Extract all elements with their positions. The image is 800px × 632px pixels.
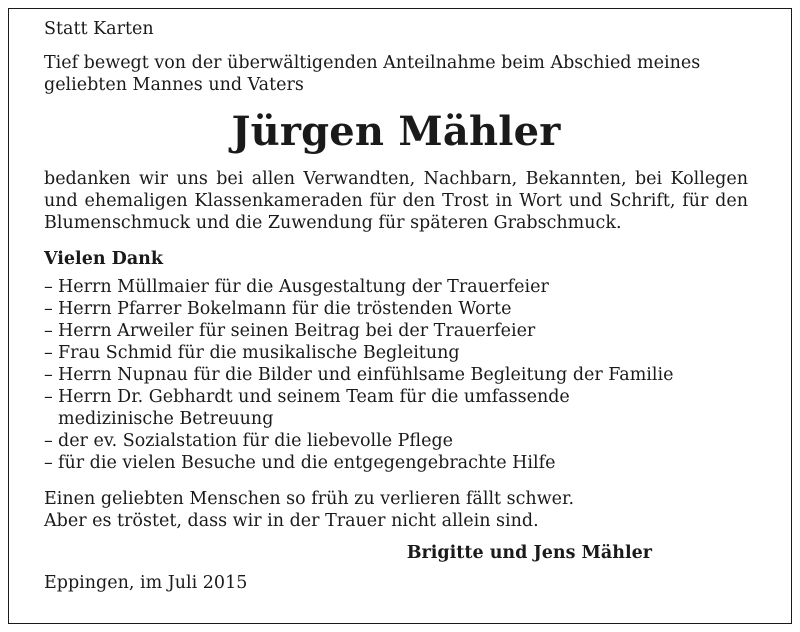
list-item xyxy=(44,320,748,342)
intro-line: geliebten Mannes und Vaters xyxy=(44,75,304,95)
notice-content xyxy=(44,18,748,564)
list-item-text: für die vielen Besuche und die entgegengebrachte Hilfe xyxy=(58,453,556,473)
closing-line: Einen geliebten Menschen so früh zu verlieren fällt schwer. xyxy=(44,489,575,509)
list-dash: – xyxy=(44,321,53,341)
list-item xyxy=(44,386,748,430)
list-item xyxy=(44,276,748,298)
closing-line: Aber es tröstet, dass wir in der Trauer nicht allein sind. xyxy=(44,511,539,531)
list-item-text: Herrn Nupnau für die Bilder und einfühlsame Begleitung der Familie xyxy=(58,365,674,385)
list-item xyxy=(44,298,748,320)
thanks-line: und ehemaligen Klassenkameraden für den Trost in Wort und Schrift, für den xyxy=(44,191,748,211)
list-dash: – xyxy=(44,277,53,297)
thanks-paragraph xyxy=(44,168,748,234)
list-item-continuation: medizinische Betreuung xyxy=(58,409,274,429)
intro-line: Tief bewegt von der überwältigenden Anteilnahme beim Abschied meines xyxy=(44,53,701,73)
spacer xyxy=(44,532,748,542)
list-dash: – xyxy=(44,365,53,385)
list-item xyxy=(44,342,748,364)
place-date: Eppingen, im Juli 2015 xyxy=(44,573,248,593)
list-dash: – xyxy=(44,343,53,363)
list-item-text: Herrn Pfarrer Bokelmann für die tröstenden Worte xyxy=(58,299,512,319)
signature: Brigitte und Jens Mähler xyxy=(406,543,652,563)
list-dash: – xyxy=(44,431,53,451)
list-item-text: Frau Schmid für die musikalische Begleitung xyxy=(58,343,460,363)
thanks-line: bedanken wir uns bei allen Verwandten, Nachbarn, Bekannten, bei Kollegen xyxy=(44,169,748,189)
deceased-name: Jürgen Mähler xyxy=(231,108,561,155)
spacer xyxy=(44,40,748,52)
list-dash: – xyxy=(44,453,53,473)
list-item xyxy=(44,452,748,474)
list-item xyxy=(44,364,748,386)
list-dash: – xyxy=(44,387,53,407)
spacer xyxy=(44,474,748,488)
list-item xyxy=(44,430,748,452)
thanks-line: Blumenschmuck und die Zuwendung für späteren Grabschmuck. xyxy=(44,213,622,233)
list-dash: – xyxy=(44,299,53,319)
list-heading: Vielen Dank xyxy=(44,249,164,269)
spacer xyxy=(44,234,748,248)
list-item-text: der ev. Sozialstation für die liebevolle Pflege xyxy=(58,431,453,451)
kicker-text: Statt Karten xyxy=(44,19,154,39)
list-item-text: Herrn Dr. Gebhardt und seinem Team für die umfassende xyxy=(58,387,570,407)
list-item-text: Herrn Arweiler für seinen Beitrag bei der Trauerfeier xyxy=(58,321,536,341)
list-item-text: Herrn Müllmaier für die Ausgestaltung der Trauerfeier xyxy=(58,277,549,297)
thanks-list xyxy=(44,276,748,474)
